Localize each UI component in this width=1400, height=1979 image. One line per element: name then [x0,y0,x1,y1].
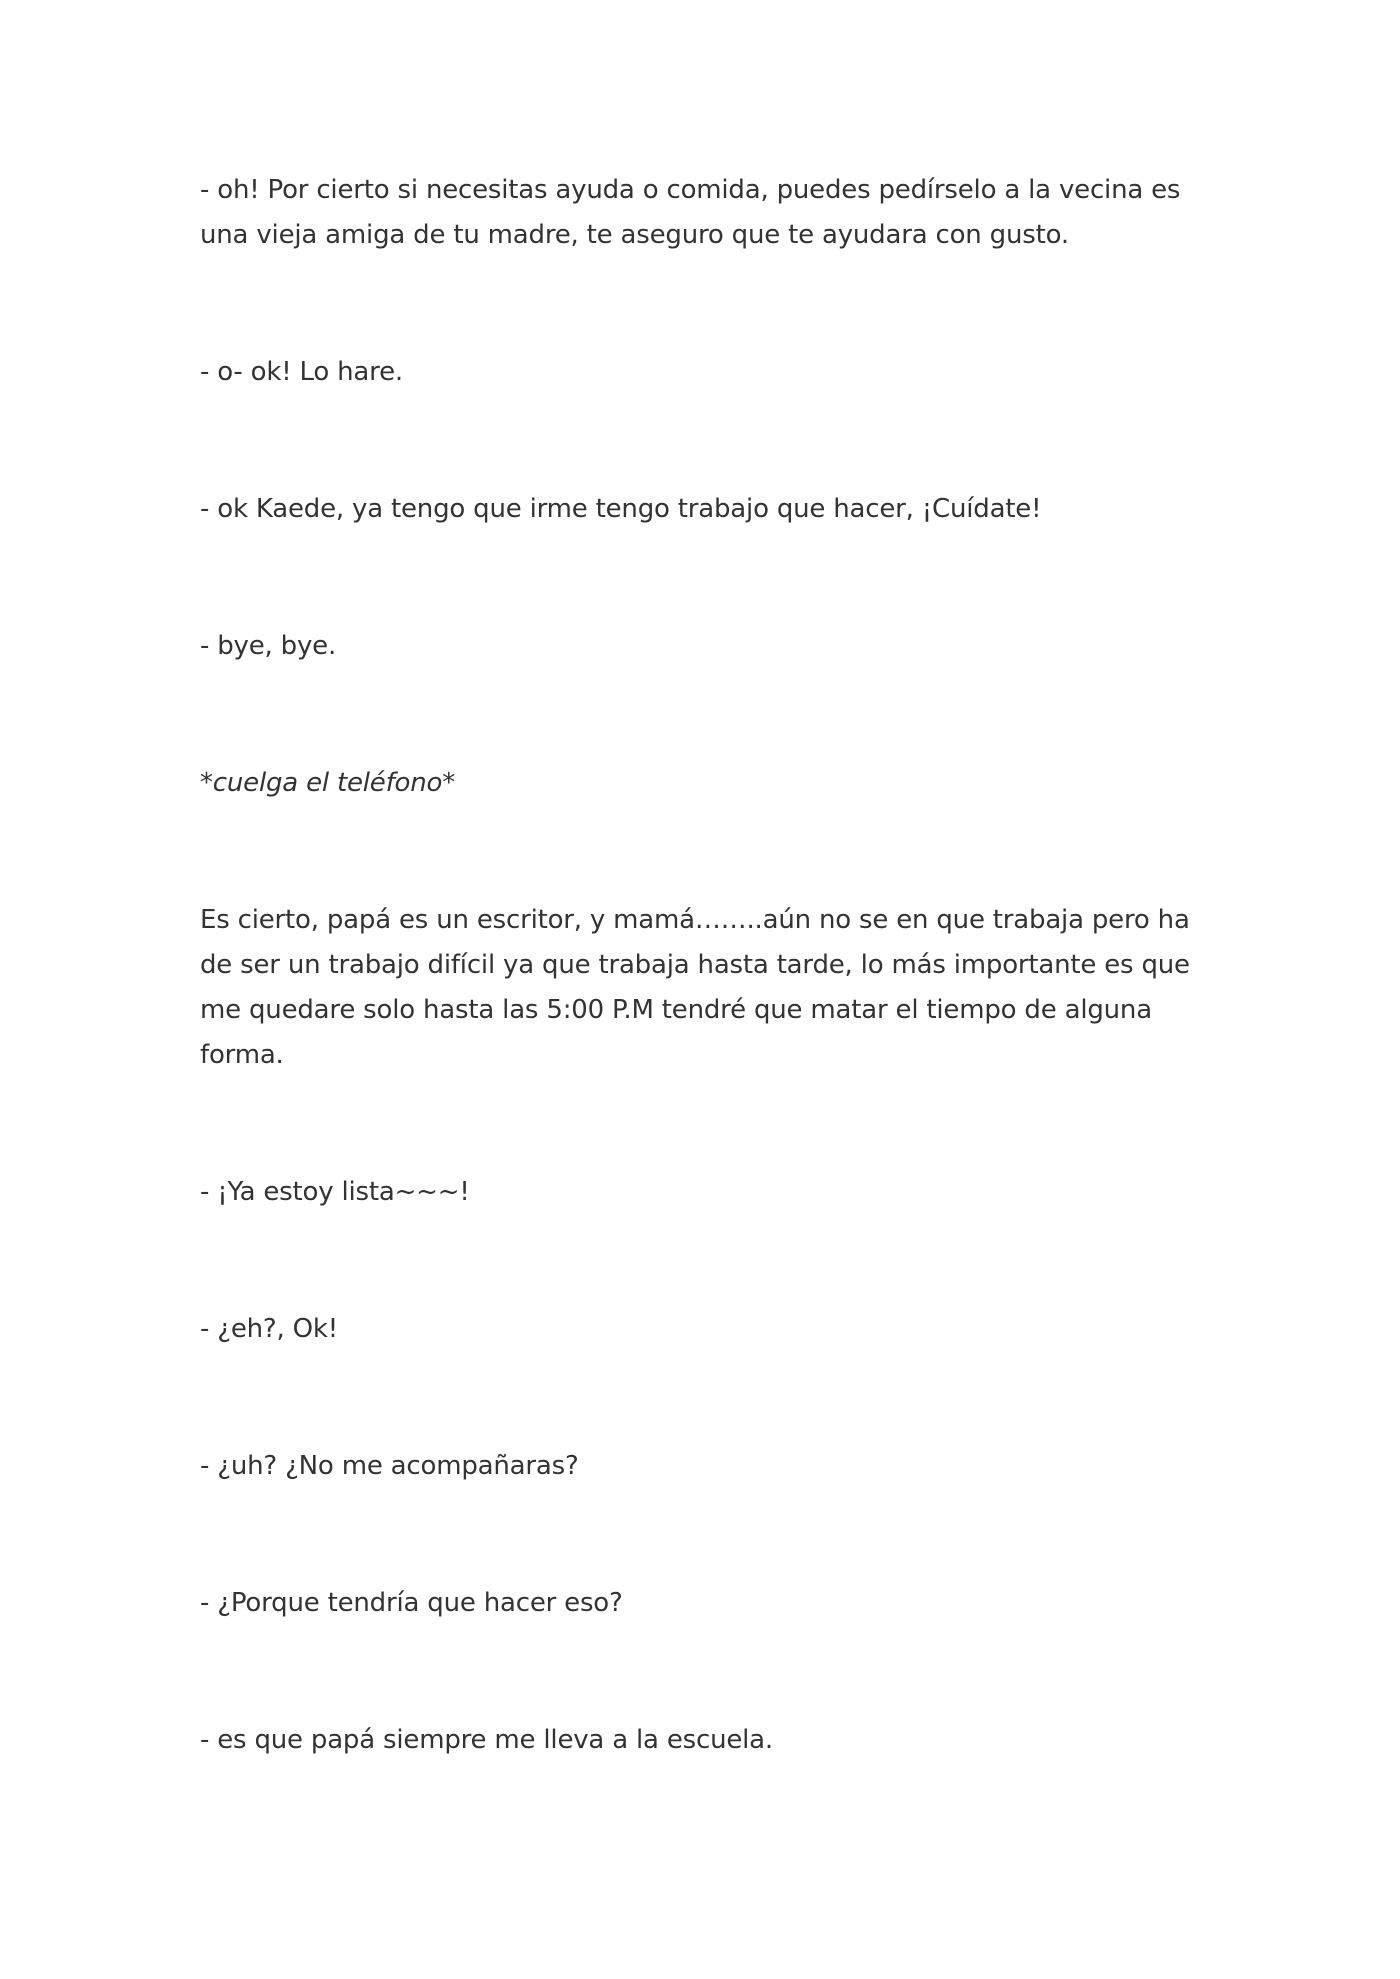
paragraph-7: - ¡Ya estoy lista~~~! [200,1177,470,1207]
paragraph-5-stage-direction: *cuelga el teléfono* [200,768,456,798]
document-body [200,168,1200,1763]
paragraph-10: - ¿Porque tendría que hacer eso? [200,1588,623,1618]
paragraph-3: - ok Kaede, ya tengo que irme tengo trabajo que hacer, ¡Cuídate! [200,494,1042,524]
paragraph-11: - es que papá siempre me lleva a la escuela. [200,1725,773,1755]
paragraph-8: - ¿eh?, Ok! [200,1314,338,1344]
paragraph-6: Es cierto, papá es un escritor, y mamá……..aún no se en que trabaja pero ha de ser un trabajo difícil ya que trabaja hasta tarde, lo más importante es que me quedare solo hasta las 5:00 P.M tendré que matar el tiempo de alguna forma. [200,905,1190,1070]
paragraph-4: - bye, bye. [200,631,337,661]
paragraph-1: - oh! Por cierto si necesitas ayuda o comida, puedes pedírselo a la vecina es una vieja amiga de tu madre, te aseguro que te ayudara con gusto. [200,175,1181,250]
paragraph-9: - ¿uh? ¿No me acompañaras? [200,1451,579,1481]
paragraph-2: - o- ok! Lo hare. [200,357,403,387]
